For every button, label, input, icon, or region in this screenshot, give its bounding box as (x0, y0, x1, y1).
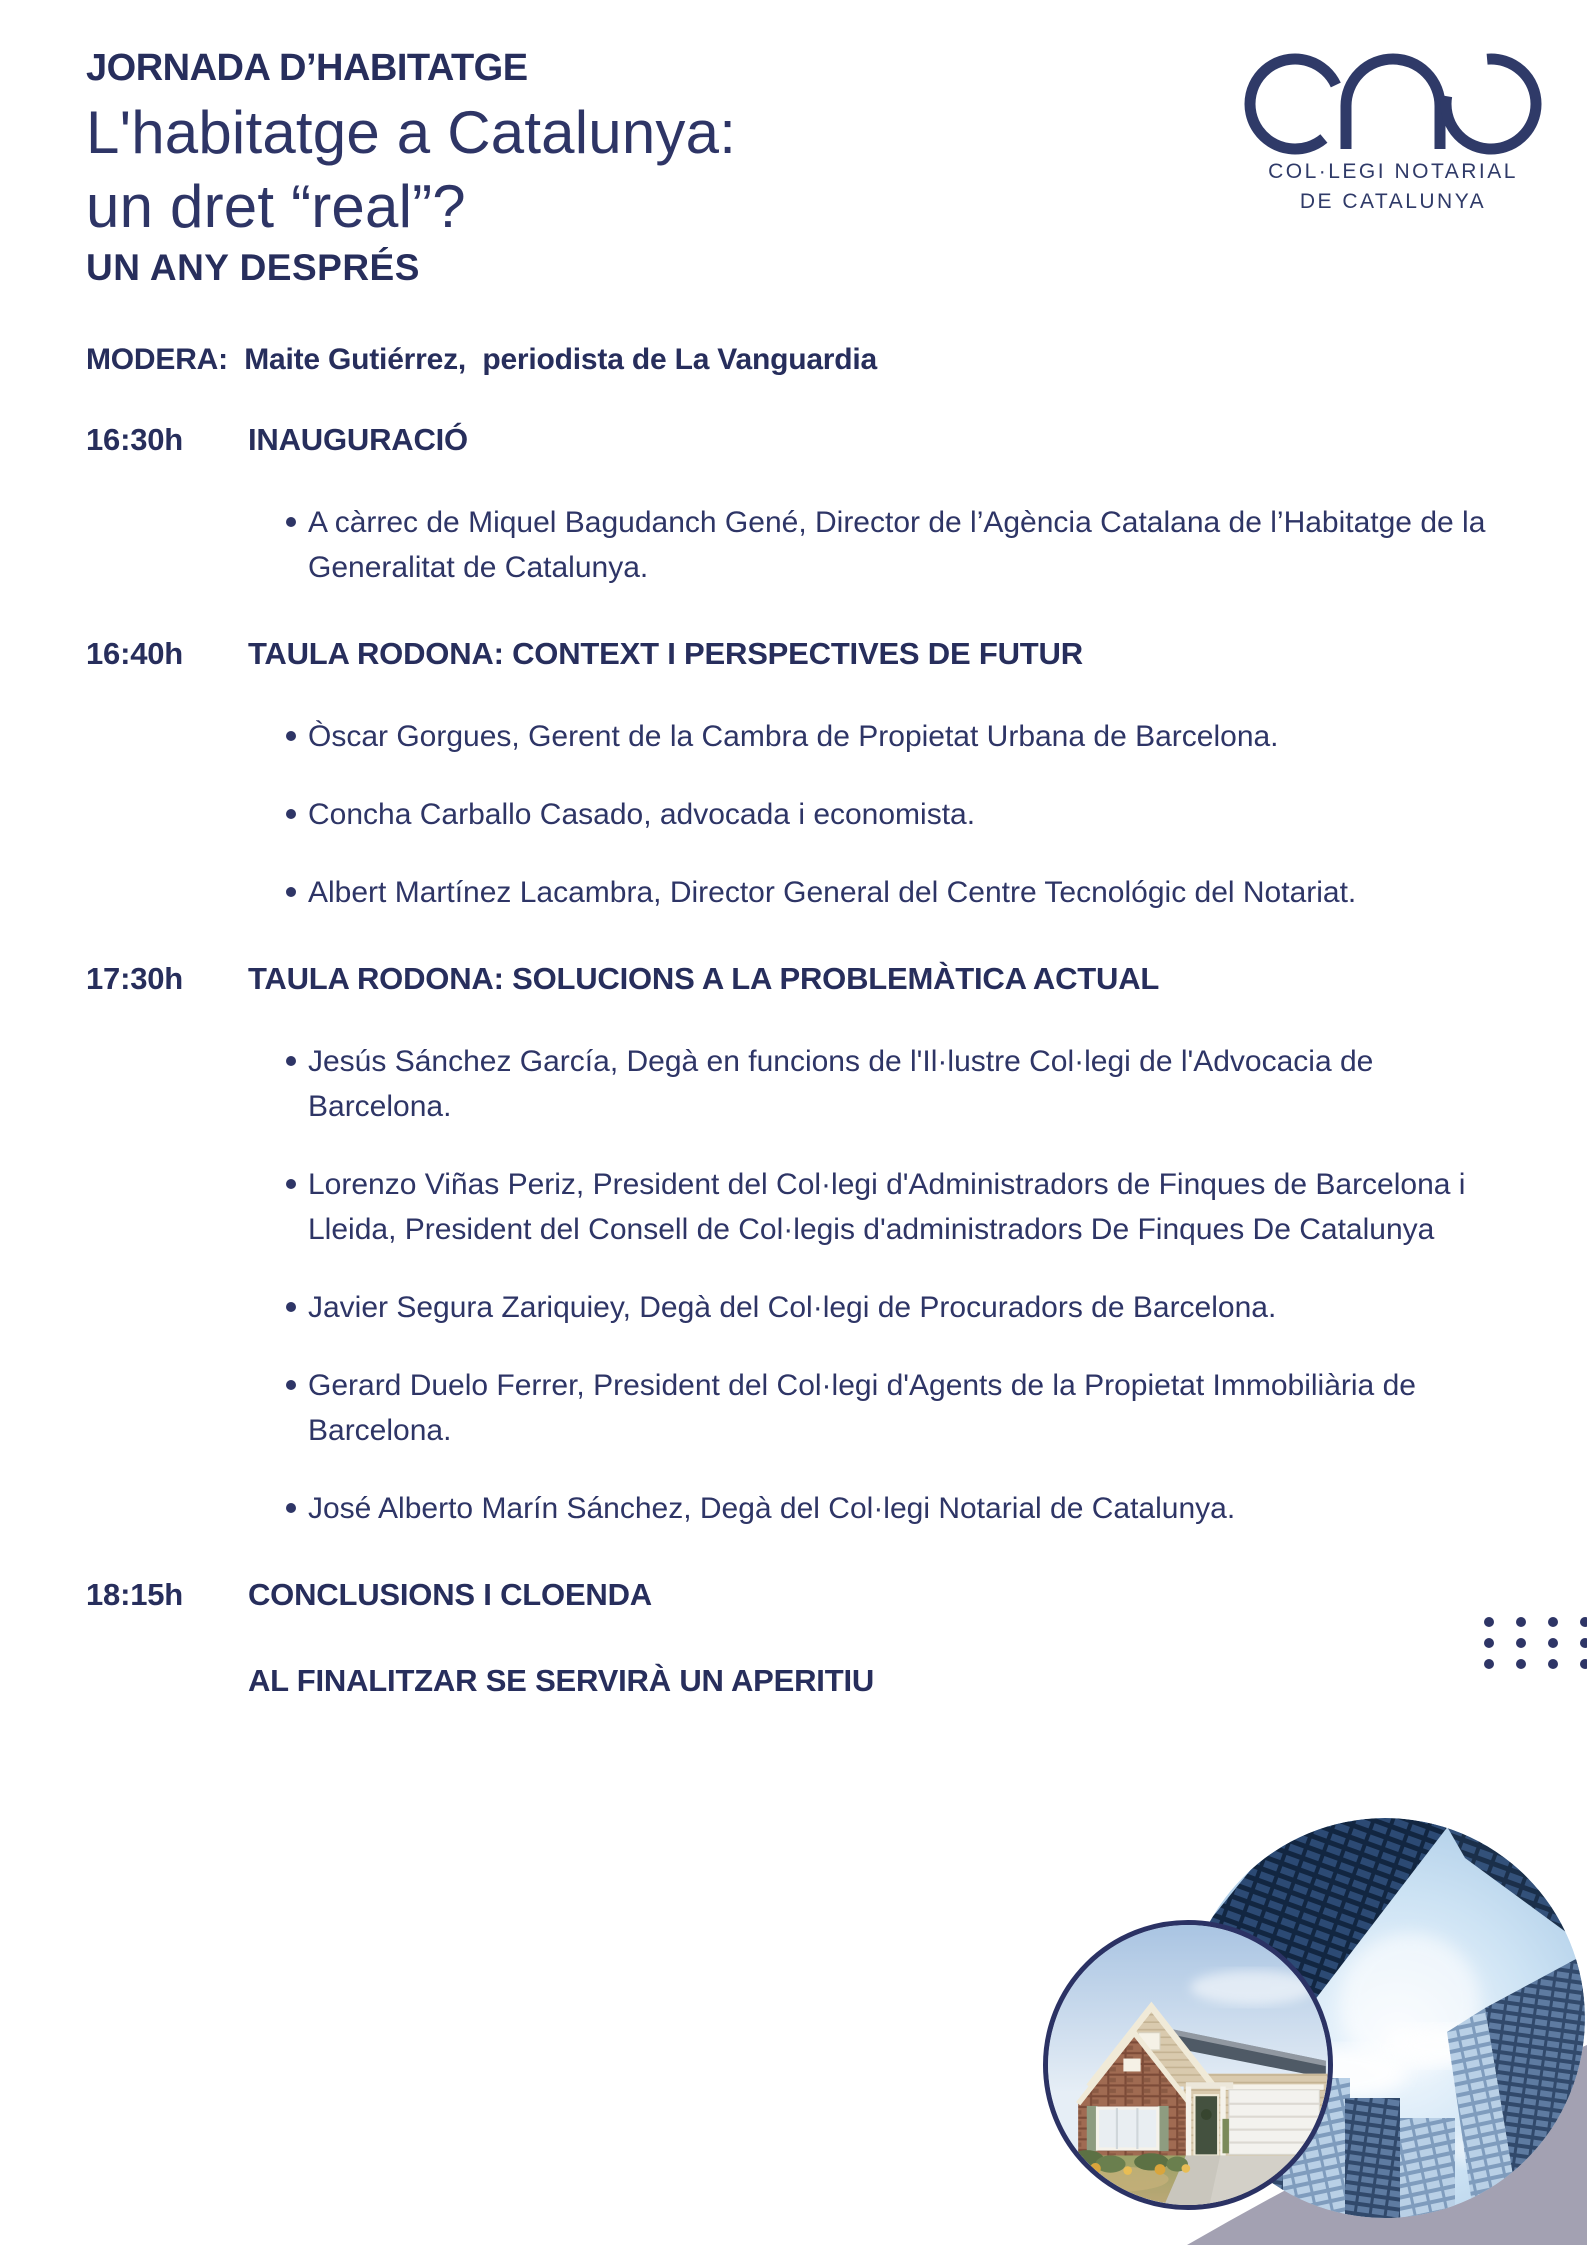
session-time: 17:30h (86, 961, 184, 996)
event-title-line2: un dret “real”? (86, 173, 466, 240)
house-photo (1043, 1920, 1333, 2210)
speaker-item: Gerard Duelo Ferrer, President del Col·legi d'Agents de la Propietat Immobiliària de Barcelona. (308, 1363, 1518, 1453)
dot (1484, 1638, 1494, 1648)
speaker-list (86, 1039, 1518, 1531)
organization-logo (1243, 42, 1543, 217)
speaker-item: Albert Martínez Lacambra, Director General del Centre Tecnológic del Notariat. (308, 870, 1518, 915)
speaker-item: Òscar Gorgues, Gerent de la Cambra de Propietat Urbana de Barcelona. (308, 714, 1518, 759)
moderator-line: MODERA: Maite Gutiérrez, periodista de La Vanguardia (86, 343, 878, 376)
closing-note: AL FINALITZAR SE SERVIRÀ UN APERITIU (248, 1663, 875, 1698)
speaker-list (86, 500, 1518, 590)
event-title-line1: L'habitatge a Catalunya: (86, 99, 737, 166)
event-kicker: JORNADA D’HABITATGE (86, 47, 528, 89)
dot (1548, 1659, 1558, 1669)
session-title: TAULA RODONA: CONTEXT I PERSPECTIVES DE FUTUR (248, 636, 1083, 671)
dot-grid-decoration (1484, 1617, 1587, 1669)
speaker-item: Javier Segura Zariquiey, Degà del Col·legi de Procuradors de Barcelona. (308, 1285, 1518, 1330)
dot (1516, 1638, 1526, 1648)
session-time: 18:15h (86, 1577, 184, 1612)
dot (1548, 1617, 1558, 1627)
dot (1548, 1638, 1558, 1648)
cnc-logo-icon (1243, 42, 1543, 157)
event-subtitle: UN ANY DESPRÉS (86, 247, 420, 288)
speaker-item: Concha Carballo Casado, advocada i economista. (308, 792, 1518, 837)
dot (1580, 1617, 1587, 1627)
speaker-item: Lorenzo Viñas Periz, President del Col·legi d'Administradors de Finques de Barcelona i Lleida, President del Consell de Col·legis d'administradors De Finques De Catalunya (308, 1162, 1518, 1252)
session-title: CONCLUSIONS I CLOENDA (248, 1577, 652, 1612)
speaker-item: José Alberto Marín Sánchez, Degà del Col·legi Notarial de Catalunya. (308, 1486, 1518, 1531)
schedule-section-inauguracio (86, 420, 1526, 590)
session-time: 16:30h (86, 422, 184, 457)
dot (1484, 1659, 1494, 1669)
schedule-section-taula-context (86, 634, 1526, 915)
section-header (86, 959, 1526, 999)
dot (1516, 1659, 1526, 1669)
header (86, 48, 736, 290)
logo-org-name-line1: COL·LEGI NOTARIAL (1268, 160, 1518, 183)
session-time: 16:40h (86, 636, 184, 671)
schedule (86, 420, 1526, 1701)
section-header (86, 1575, 1526, 1615)
dot (1580, 1638, 1587, 1648)
speaker-list (86, 714, 1518, 915)
dot (1484, 1617, 1494, 1627)
speaker-item: A càrrec de Miquel Bagudanch Gené, Director de l’Agència Catalana de l’Habitatge de la Generalitat de Catalunya. (308, 500, 1518, 590)
section-header (86, 420, 1526, 460)
dot (1516, 1617, 1526, 1627)
session-title: INAUGURACIÓ (248, 422, 468, 457)
event-title (86, 96, 736, 244)
schedule-section-taula-solucions (86, 959, 1526, 1531)
dot (1580, 1659, 1587, 1669)
schedule-section-cloenda (86, 1575, 1526, 1615)
session-title: TAULA RODONA: SOLUCIONS A LA PROBLEMÀTICA ACTUAL (248, 961, 1160, 996)
section-header (86, 634, 1526, 674)
speaker-item: Jesús Sánchez García, Degà en funcions de l'Il·lustre Col·legi de l'Advocacia de Barcelona. (308, 1039, 1518, 1129)
logo-org-name-line2: DE CATALUNYA (1299, 190, 1487, 213)
